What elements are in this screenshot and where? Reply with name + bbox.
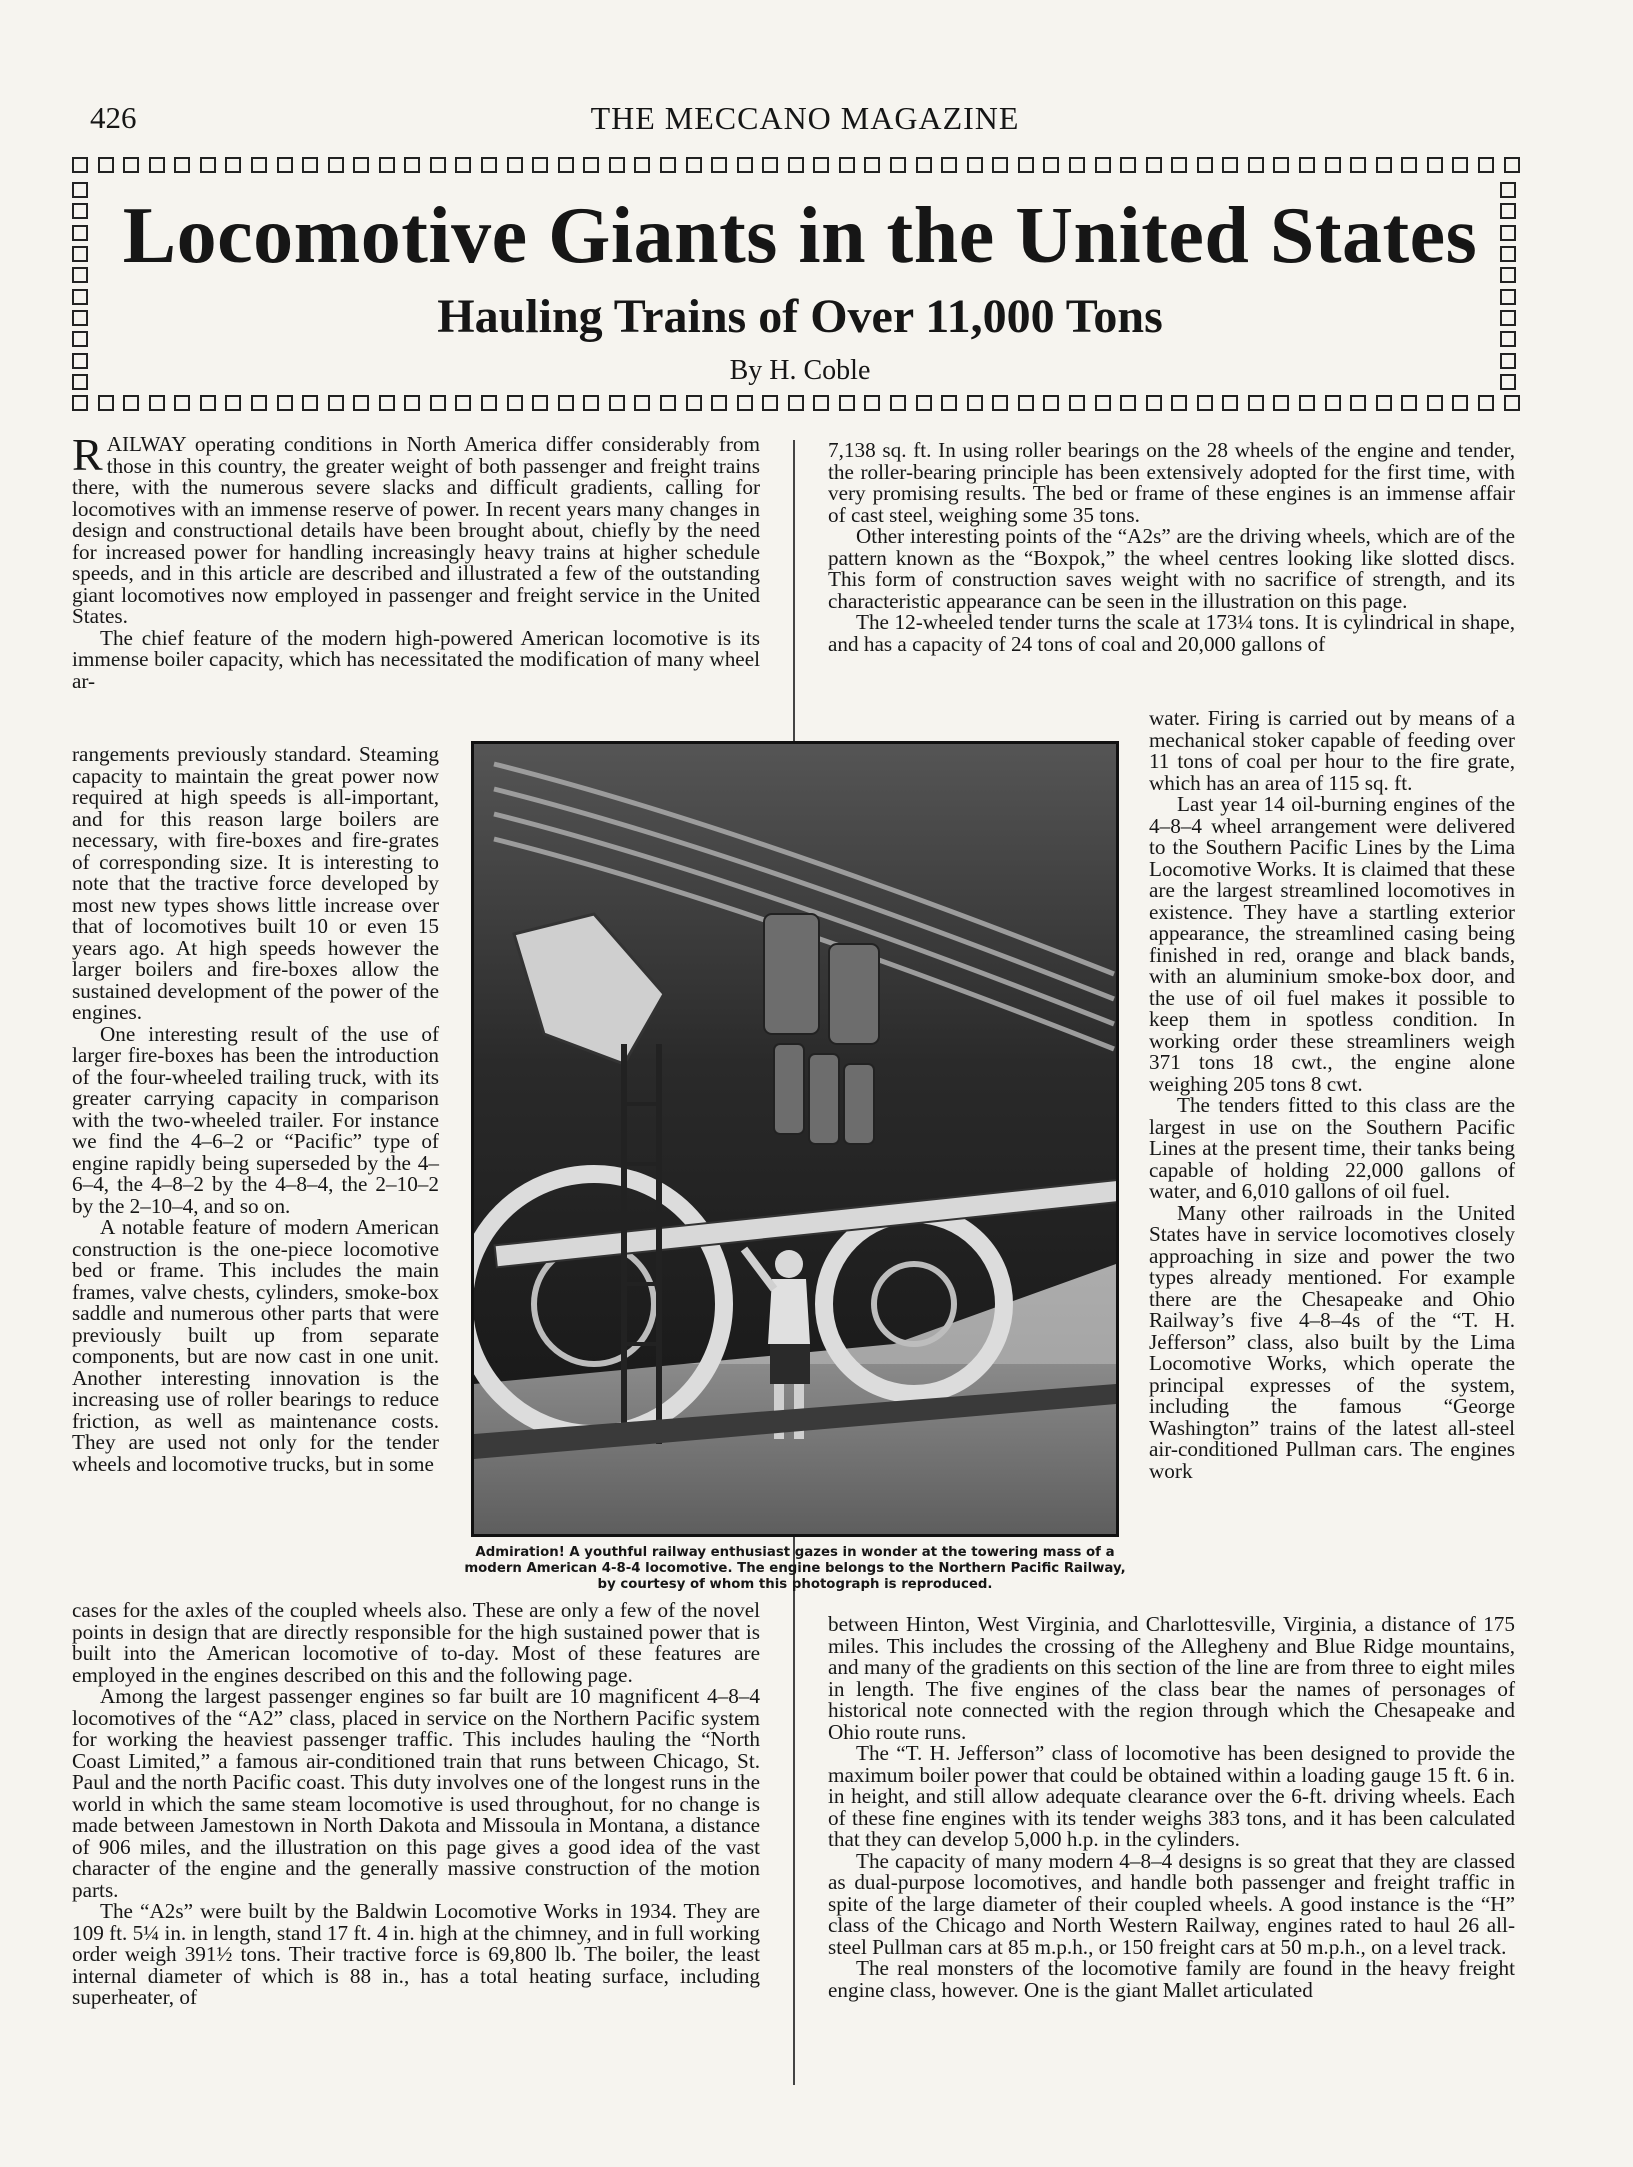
border-square xyxy=(609,157,625,173)
page-number: 426 xyxy=(90,100,137,135)
border-square xyxy=(328,395,344,411)
paragraph: cases for the axles of the coupled wheels also. These are only a few of the novel points in design that are directly responsible for the high sustained power that is built into the American locomotive of to-day. Most of these features are employed in the engines described on this and the following page. xyxy=(72,1598,760,1687)
border-square xyxy=(839,395,855,411)
border-square xyxy=(149,395,165,411)
border-square xyxy=(788,395,804,411)
locomotive-photograph xyxy=(471,741,1119,1537)
border-square xyxy=(1299,395,1315,411)
border-square xyxy=(72,310,88,326)
border-square xyxy=(200,395,216,411)
paragraph: rangements previously standard. Steaming capacity to maintain the great power now required at high speeds is all-important, and for this reason large boilers are necessary, with fire-boxes and fire-grates of corresponding size. It is interesting to note that the tractive force developed by most new types shows little increase over that of locomotives built 10 or even 15 years ago. At high speeds however the larger boilers and fire-boxes allow the sustained development of the power of the engines. xyxy=(72,742,439,1024)
border-square xyxy=(72,353,88,369)
border-square xyxy=(1120,395,1136,411)
border-right-squares xyxy=(1500,182,1520,390)
border-square xyxy=(98,157,114,173)
border-square xyxy=(1222,157,1238,173)
paragraph: water. Firing is carried out by means of a mechanical stoker capable of feeding over 11 tons of coal per hour to the fire grate, which has an area of 115 sq. ft. xyxy=(1149,706,1515,795)
border-square xyxy=(404,157,420,173)
border-square xyxy=(430,157,446,173)
border-square xyxy=(1500,331,1516,347)
border-square xyxy=(1500,353,1516,369)
running-header xyxy=(90,100,1520,144)
border-square xyxy=(149,157,165,173)
paragraph: The tenders fitted to this class are the largest in use on the Southern Pacific Lines at the present time, their tanks being capable of holding 22,000 gallons of water, and 6,010 gallons of oil fuel. xyxy=(1149,1093,1515,1203)
border-square xyxy=(72,374,88,390)
right-column-beside-photo xyxy=(1149,708,1515,1482)
paragraph: Last year 14 oil-burning engines of the 4–8–4 wheel arrangement were delivered to the Southern Pacific Lines by the Lima Locomotive Works. It is claimed that these are the largest streamlined locomotives in existence. They have a startling exterior appearance, the streamlined casing being finished in red, orange and black bands, with an aluminium smoke-box door, and the use of oil fuel makes it possible to keep them in spotless condition. In working order these streamliners weigh 371 tons 18 cwt., the engine alone weighing 205 tons 8 cwt. xyxy=(1149,792,1515,1096)
paragraph: Other interesting points of the “A2s” are the driving wheels, which are of the pattern known as the “Boxpok,” the wheel centres looking like slotted discs. This form of construction saves weight with no sacrifice of strength, and its characteristic appearance can be seen in the illustration on this page. xyxy=(828,524,1515,613)
border-left-squares xyxy=(72,182,92,390)
border-square xyxy=(1401,395,1417,411)
border-square xyxy=(72,225,88,241)
border-square xyxy=(1197,157,1213,173)
border-square xyxy=(72,267,88,283)
border-square xyxy=(430,395,446,411)
paragraph: Among the largest passenger engines so far built are 10 magnificent 4–8–4 locomotives of the “A2” class, placed in service on the Northern Pacific system for working the heaviest passenger traffic. This includes hauling the “North Coast Limited,” a famous air-conditioned train that runs between Chicago, St. Paul and the north Pacific coast. This duty involves one of the longest runs in the world in which the same steam locomotive is used throughout, for no change is made between Jamestown in North Dakota and Missoula in Montana, a distance of 906 miles, and the illustration on this page gives a good idea of the vast character of the engine and the generally massive construction of the motion parts. xyxy=(72,1684,760,1902)
border-square xyxy=(1500,225,1516,241)
border-square xyxy=(72,246,88,262)
border-square xyxy=(455,395,471,411)
border-square xyxy=(353,395,369,411)
border-square xyxy=(507,157,523,173)
border-bottom-squares xyxy=(72,395,1520,415)
border-square xyxy=(123,157,139,173)
border-square xyxy=(1248,157,1264,173)
border-square xyxy=(379,395,395,411)
border-square xyxy=(225,395,241,411)
border-square xyxy=(98,395,114,411)
border-square xyxy=(72,289,88,305)
border-square xyxy=(532,157,548,173)
border-square xyxy=(1350,157,1366,173)
border-square xyxy=(1504,395,1520,411)
border-square xyxy=(1043,395,1059,411)
border-square xyxy=(711,395,727,411)
border-square xyxy=(992,157,1008,173)
border-square xyxy=(174,395,190,411)
border-square xyxy=(941,395,957,411)
border-square xyxy=(1171,395,1187,411)
paragraph: The chief feature of the modern high-powered American locomotive is its immense boiler capacity, which has necessitated the modification of many wheel ar- xyxy=(72,625,760,693)
drop-cap: R xyxy=(72,429,103,480)
border-square xyxy=(277,157,293,173)
border-square xyxy=(558,157,574,173)
article-byline: By H. Coble xyxy=(729,355,871,386)
border-square xyxy=(302,395,318,411)
border-square xyxy=(1500,289,1516,305)
border-square xyxy=(1069,395,1085,411)
border-square xyxy=(992,395,1008,411)
border-square xyxy=(200,157,216,173)
border-square xyxy=(1325,157,1341,173)
border-square xyxy=(174,157,190,173)
border-square xyxy=(1504,157,1520,173)
paragraph: Many other railroads in the United States have in service locomotives closely approaching in size and power the two types already mentioned. For example there are the Chesapeake and Ohio Railway’s five 4–8–4s of the “T. H. Jefferson” class, also built by the Lima Locomotive Works, which operate the principal expresses of the system, including the famous “George Washington” trains of the latest all-steel air-conditioned Pullman cars. The engines work xyxy=(1149,1200,1515,1483)
border-square xyxy=(1478,157,1494,173)
border-square xyxy=(353,157,369,173)
border-square xyxy=(532,395,548,411)
border-square xyxy=(302,157,318,173)
border-square xyxy=(1273,395,1289,411)
border-square xyxy=(1095,395,1111,411)
border-square xyxy=(225,157,241,173)
border-square xyxy=(967,157,983,173)
border-square xyxy=(328,157,344,173)
border-square xyxy=(890,157,906,173)
border-square xyxy=(1350,395,1366,411)
border-square xyxy=(839,157,855,173)
paragraph: The “A2s” were built by the Baldwin Locomotive Works in 1934. They are 109 ft. 5¼ in. in length, stand 17 ft. 4 in. high at the chimney, and in full working order weigh 391½ tons. Their tractive force is 69,800 lb. The boiler, the least internal diameter of which is 88 in., has a total heating surface, including superheater, of xyxy=(72,1899,760,2009)
border-square xyxy=(251,395,267,411)
right-column-upper xyxy=(828,440,1515,655)
paragraph: The real monsters of the locomotive family are found in the heavy freight engine class, however. One is the giant Mallet articulated xyxy=(828,1956,1515,2002)
border-square xyxy=(762,395,778,411)
border-square xyxy=(1018,395,1034,411)
border-square xyxy=(72,182,88,198)
border-square xyxy=(1018,157,1034,173)
paragraph: RAILWAY operating conditions in North America differ considerably from those in this country, the greater weight of both passenger and freight trains there, with the numerous severe slacks and difficult gradients, calling for locomotives with an immense reserve of power. In recent years many changes in design and constructional details have been brought about, chiefly by the need for increased power for handling increasingly heavy trains at higher schedule speeds, and in this article are described and illustrated a few of the outstanding giant locomotives now employed in passenger and freight service in the United States. xyxy=(72,429,760,628)
border-square xyxy=(583,157,599,173)
paragraph: The capacity of many modern 4–8–4 designs is so great that they are classed as dual-purpose locomotives, and handle both passenger and freight traffic in spite of the large diameter of their coupled wheels. A good instance is the “H” class of the Chicago and North Western Railway, engines rated to haul 26 all-steel Pullman cars at 85 m.p.h., or 150 freight cars at 50 m.p.h., on a level track. xyxy=(828,1848,1515,1959)
border-square xyxy=(1452,395,1468,411)
border-square xyxy=(455,157,471,173)
border-square xyxy=(762,157,778,173)
locomotive-illustration xyxy=(474,744,1116,1534)
border-square xyxy=(72,203,88,219)
border-square xyxy=(1401,157,1417,173)
photo-caption: Admiration! A youthful railway enthusiast gazes in wonder at the towering mass of a modern American 4-8-4 locomotive. The engine belongs to the Northern Pacific Railway, by courtesy of whom this photograph is reproduced. xyxy=(464,1545,1126,1592)
article-subtitle: Hauling Trains of Over 11,000 Tons xyxy=(437,290,1163,343)
left-column-beside-photo xyxy=(72,744,439,1475)
border-square xyxy=(1197,395,1213,411)
border-square xyxy=(277,395,293,411)
paragraph: between Hinton, West Virginia, and Charlottesville, Virginia, a distance of 175 miles. This includes the crossing of the Allegheny and Blue Ridge mountains, and many of the gradients on this section of the line are from three to eight miles in length. The five engines of the class bear the names of personages of historical note connected with the region through which the Chesapeake and Ohio route runs. xyxy=(828,1612,1515,1744)
border-square xyxy=(788,157,804,173)
border-square xyxy=(711,157,727,173)
border-square xyxy=(72,395,88,411)
border-square xyxy=(1500,267,1516,283)
paragraph: The 12-wheeled tender turns the scale at 173¼ tons. It is cylindrical in shape, and has a capacity of 24 tons of coal and 20,000 gallons of xyxy=(828,610,1515,656)
paragraph: The “T. H. Jefferson” class of locomotive has been designed to provide the maximum boiler power that could be obtained within a loading gauge 15 ft. 6 in. in height, and still allow adequate clearance over the 6-ft. driving wheels. Each of these fine engines with its tender weighs 383 tons, and it has been calculated that they can develop 5,000 h.p. in the cylinders. xyxy=(828,1741,1515,1851)
border-square xyxy=(558,395,574,411)
border-square xyxy=(634,395,650,411)
border-square xyxy=(916,395,932,411)
border-square xyxy=(1095,157,1111,173)
border-square xyxy=(1248,395,1264,411)
border-square xyxy=(1273,157,1289,173)
border-square xyxy=(1452,157,1468,173)
border-square xyxy=(1500,374,1516,390)
border-square xyxy=(890,395,906,411)
border-square xyxy=(72,331,88,347)
paragraph: 7,138 sq. ft. In using roller bearings on the 28 wheels of the engine and tender, the roller-bearing principle has been extensively adopted for the first time, with very promising results. The bed or frame of these engines is an immense affair of cast steel, weighing some 35 tons. xyxy=(828,438,1515,527)
left-column-upper xyxy=(72,429,760,693)
border-square xyxy=(1299,157,1315,173)
border-square xyxy=(404,395,420,411)
border-square xyxy=(123,395,139,411)
border-square xyxy=(916,157,932,173)
right-column-lower xyxy=(828,1614,1515,2001)
border-square xyxy=(864,157,880,173)
border-square xyxy=(634,157,650,173)
border-top-squares xyxy=(72,157,1520,177)
left-column-lower xyxy=(72,1600,760,2009)
border-square xyxy=(1120,157,1136,173)
border-square xyxy=(251,157,267,173)
border-square xyxy=(481,395,497,411)
border-square xyxy=(1500,182,1516,198)
border-square xyxy=(609,395,625,411)
border-square xyxy=(686,157,702,173)
border-square xyxy=(737,157,753,173)
border-square xyxy=(1478,395,1494,411)
border-square xyxy=(1500,246,1516,262)
border-square xyxy=(686,395,702,411)
border-square xyxy=(481,157,497,173)
border-square xyxy=(507,395,523,411)
border-square xyxy=(1043,157,1059,173)
border-square xyxy=(583,395,599,411)
border-square xyxy=(1325,395,1341,411)
border-square xyxy=(1376,395,1392,411)
border-square xyxy=(941,157,957,173)
border-square xyxy=(1427,157,1443,173)
border-square xyxy=(1146,157,1162,173)
article-title: Locomotive Giants in the United States xyxy=(122,192,1478,280)
border-square xyxy=(1500,203,1516,219)
border-square xyxy=(379,157,395,173)
border-square xyxy=(1427,395,1443,411)
border-square xyxy=(813,157,829,173)
border-square xyxy=(967,395,983,411)
border-square xyxy=(1146,395,1162,411)
border-square xyxy=(72,157,88,173)
paragraph: A notable feature of modern American construction is the one-piece locomotive bed or frame. This includes the main frames, valve chests, cylinders, smoke-box saddle and numerous other parts that were previously built up from separate components, but are now cast in one unit. Another interesting innovation is the increasing use of roller bearings to reduce friction, as well as maintenance costs. They are used not only for the tender wheels and locomotive trucks, but in some xyxy=(72,1215,439,1476)
border-square xyxy=(1376,157,1392,173)
border-square xyxy=(864,395,880,411)
border-square xyxy=(1069,157,1085,173)
magazine-title: THE MECCANO MAGAZINE xyxy=(590,100,1020,136)
border-square xyxy=(813,395,829,411)
border-square xyxy=(660,157,676,173)
border-square xyxy=(1222,395,1238,411)
paragraph: One interesting result of the use of larger fire-boxes has been the introduction of the four-wheeled trailing truck, with its greater carrying capacity in comparison with the two-wheeled trailer. For instance we find the 4–6–2 or “Pacific” type of engine rapidly being superseded by the 4–6–4, the 4–8–2 by the 4–8–4, the 2–10–2 by the 2–10–4, and so on. xyxy=(72,1021,439,1218)
border-square xyxy=(660,395,676,411)
border-square xyxy=(1500,310,1516,326)
border-square xyxy=(1171,157,1187,173)
border-square xyxy=(737,395,753,411)
